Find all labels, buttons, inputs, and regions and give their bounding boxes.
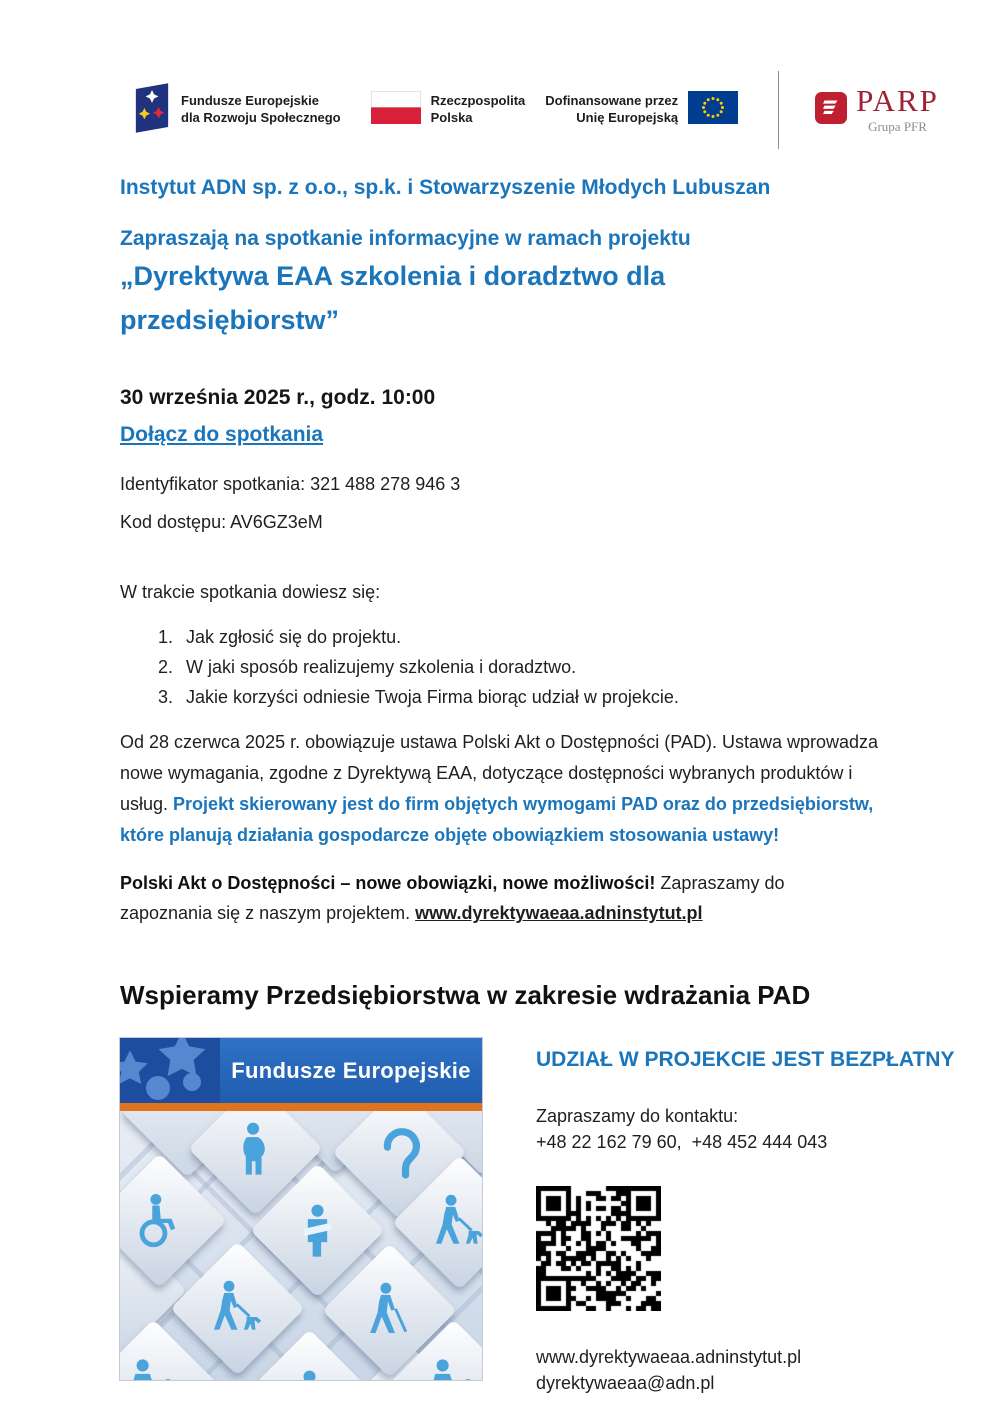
agenda-lead: W trakcie spotkania dowiesz się: (120, 582, 381, 603)
poster-header-band (220, 1038, 482, 1103)
project-title: „Dyrektywa EAA szkolenia i doradztwo dla przedsiębiorstw” (120, 261, 666, 335)
free-participation-notice: UDZIAŁ W PROJEKCIE JEST BEZPŁATNY (536, 1048, 955, 1072)
support-heading: Wspieramy Przedsiębiorstwa w zakresie wdrażania PAD (120, 980, 811, 1011)
logo-poland (371, 91, 526, 129)
about-plain-text: Od 28 czerwca 2025 r. obowiązuje ustawa Polski Akt o Dostępności (PAD). Ustawa wprowadza nowe wymagania, zgodne z Dyrektywą EAA, dotyczące dostępności wybranych produktów i usług. (120, 732, 879, 815)
logo-divider (778, 71, 779, 149)
meeting-id: Identyfikator spotkania: 321 488 278 946 3 (120, 474, 461, 495)
parp-group-label: Grupa PFR (868, 119, 927, 134)
access-code: Kod dostępu: AV6GZ3eM (120, 512, 323, 533)
contact-column (536, 1038, 954, 1396)
about-highlight: Projekt skierowany jest do firm objętych wymogami PAD oraz do przedsiębiorstw, które planują działania gospodarcze objęte obowiązkiem stosowania ustawy! (120, 794, 874, 846)
footer-website-link[interactable]: www.dyrektywaeaa.adninstytut.pl (536, 1347, 802, 1368)
poland-label: Rzeczpospolita Polska (430, 93, 526, 125)
accessibility-poster (120, 1038, 482, 1380)
eu-funding-label: Dofinansowane przez Unię Europejską (545, 93, 679, 125)
agenda-list (120, 622, 880, 712)
agenda-item: 2. W jaki sposób realizujemy szkolenia i doradztwo. (178, 652, 880, 682)
contact-phones: +48 22 162 79 60, +48 452 444 043 (536, 1132, 828, 1153)
footer-links (536, 1344, 954, 1396)
flyer-content (120, 176, 880, 1011)
contact-lead: Zapraszamy do kontaktu: (536, 1106, 739, 1127)
organizers-heading: Instytut ADN sp. z o.o., sp.k. i Stowarzyszenie Młodych Lubuszan (120, 176, 771, 199)
poster-title: Fundusze Europejskie (231, 1057, 471, 1083)
meeting-datetime: 30 września 2025 r., godz. 10:00 (120, 386, 436, 410)
fe-label: Fundusze Europejskie dla Rozwoju Społecznego (181, 93, 341, 125)
join-meeting-link[interactable]: Dołącz do spotkania (120, 423, 324, 447)
cta-bold: Polski Akt o Dostępności – nowe obowiązki, nowe możliwości! (120, 873, 656, 894)
poster-header (120, 1038, 482, 1103)
invitation-line: Zapraszają na spotkanie informacyjne w ramach projektu (120, 227, 691, 250)
poster-stars-icon (120, 1038, 220, 1103)
qr-code (536, 1186, 661, 1311)
cta-plain: Zapraszamy do zapoznania się z naszym projektem. (120, 873, 785, 924)
cta-paragraph (120, 868, 880, 928)
logo-fundusze-europejskie (133, 82, 341, 139)
footer-email-link[interactable]: dyrektywaeaa@adn.pl (536, 1373, 715, 1394)
parp-icon (815, 92, 847, 129)
about-paragraph (120, 727, 880, 851)
agenda-item: 3. Jakie korzyści odniesie Twoja Firma biorąc udział w projekcie. (178, 682, 880, 712)
logo-eu-funding (545, 91, 738, 129)
eu-flag-icon (688, 91, 738, 129)
bottom-section (120, 1038, 1000, 1396)
fe-flag-icon (133, 82, 171, 139)
logo-parp (815, 85, 939, 135)
poster-orange-bar (120, 1103, 482, 1111)
parp-name: PARP (856, 83, 939, 118)
cta-website-link[interactable]: www.dyrektywaeaa.adninstytut.pl (415, 903, 703, 924)
poster-icons-area (120, 1111, 482, 1380)
logo-bar (133, 78, 1000, 142)
poland-flag-icon (371, 91, 421, 129)
agenda-item: 1. Jak zgłosić się do projektu. (178, 622, 880, 652)
